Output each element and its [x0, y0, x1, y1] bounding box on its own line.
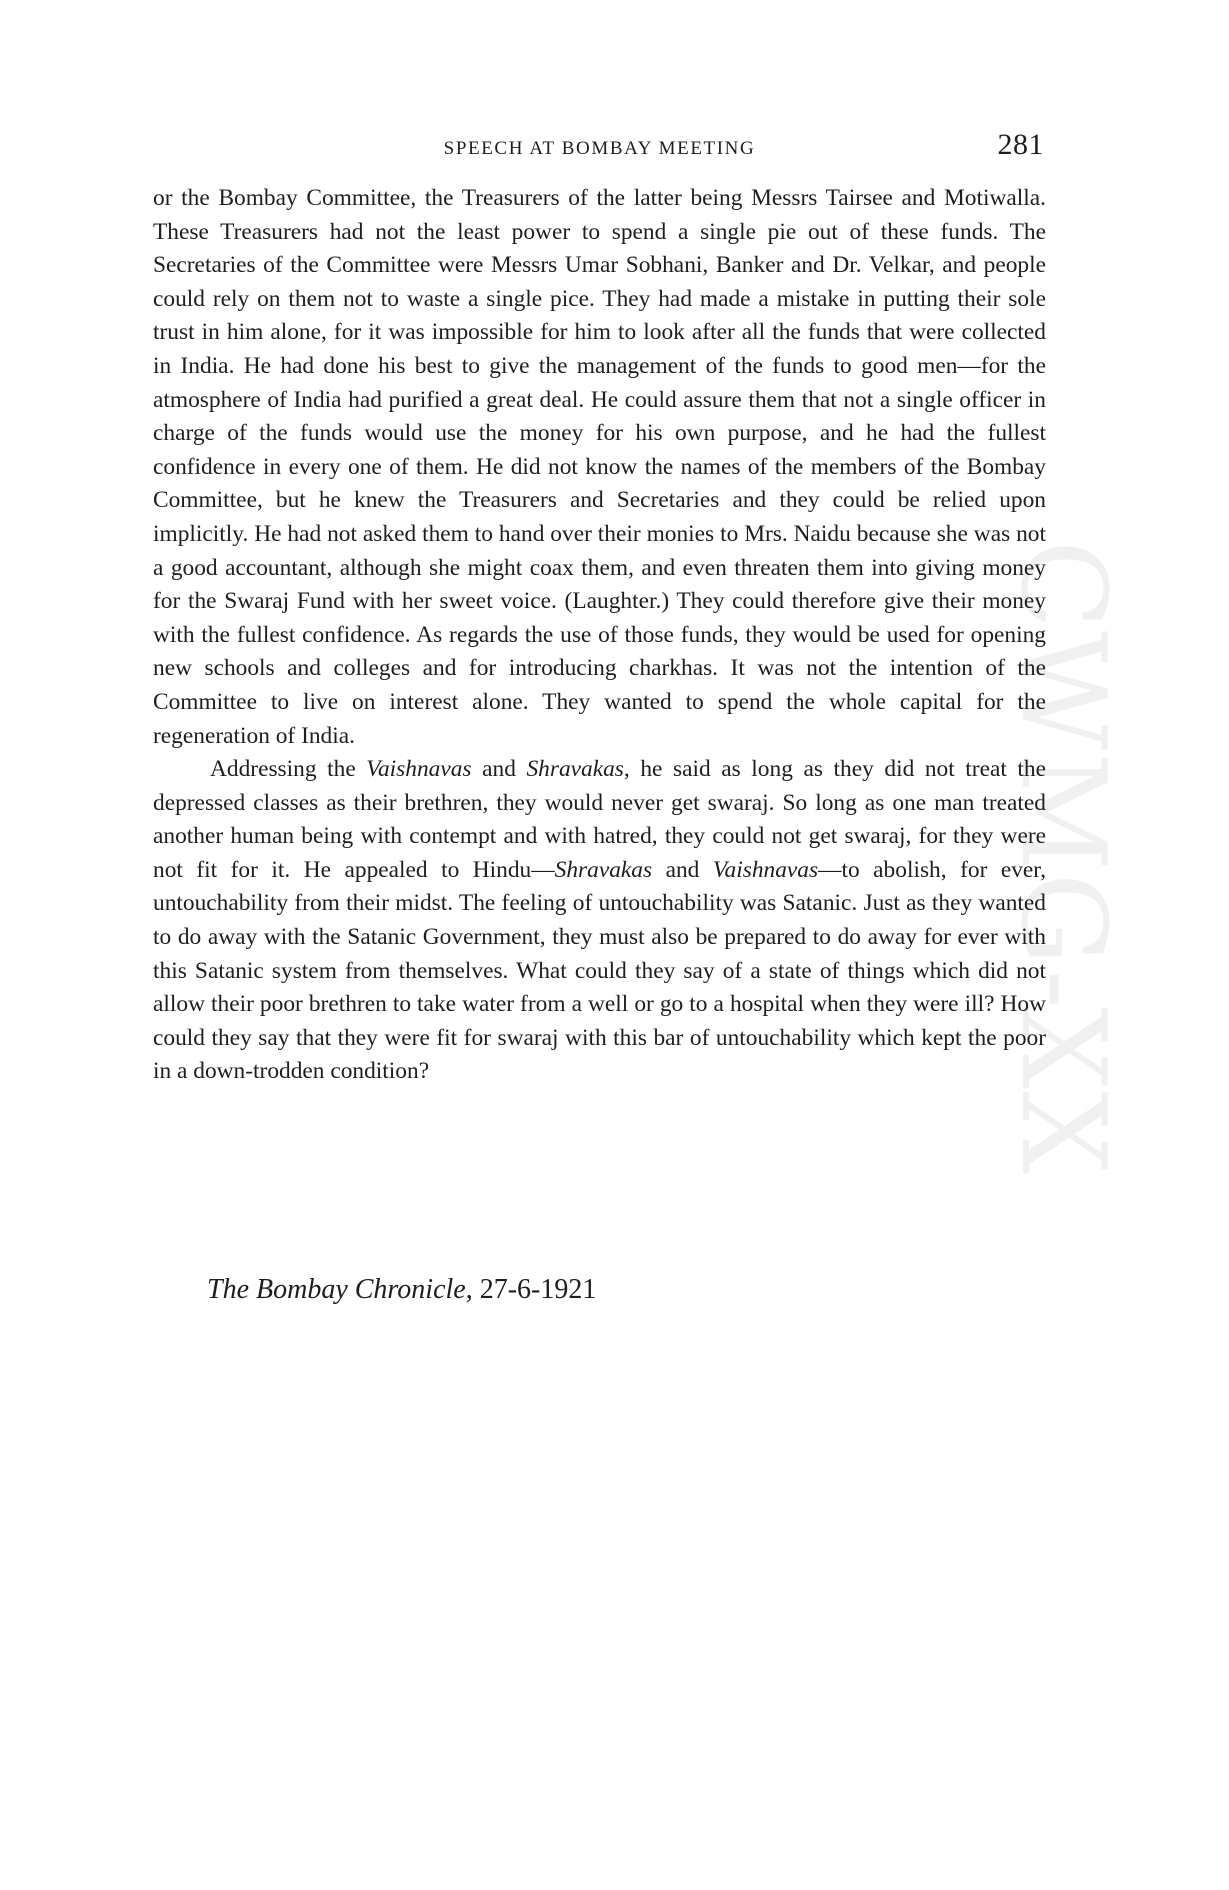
- paragraph-text: and: [652, 856, 713, 883]
- term-vaishnavas: Vaishnavas: [712, 856, 819, 883]
- term-vaishnavas: Vaishnavas: [366, 756, 472, 783]
- paragraph-text: and: [471, 756, 527, 783]
- paragraph-continued: or the Bombay Committee, the Treasurers of the latter being Messrs Tairsee and Motiwalla. These Treasurers had not the least power to spend a single pie out of these funds. The Secretaries of the Committee were Messrs Umar Sobhani, Banker and Dr. Velkar, and people could rely on them not to waste a single pice. They had made a mistake in putting their sole trust in him alone, for it was impossible for him to look after all the funds that were collected in India. He had done his best to give the management of the funds to good men—for the atmosphere of India had purified a great deal. He could assure them that not a single officer in charge of the funds would use the money for his own purpose, and he had the fullest confidence in every one of them. He did not know the names of the members of the Bombay Committee, but he knew the Treasurers and Secretaries and they could be relied upon implicitly. He had not asked them to hand over their monies to Mrs. Naidu because she was not a good accountant, although she might coax them, and even threaten them into giving money for the Swaraj Fund with her sweet voice. (Laughter.) They could therefore give their money with the fullest confidence. As regards the use of those funds, they would be used for opening new schools and colleges and for introducing charkhas. It was not the intention of the Committee to live on interest alone. They wanted to spend the whole capital for the regeneration of India.: [153, 185, 1046, 749]
- paragraph-untouchability: [153, 753, 1046, 1089]
- paragraph-text: Addressing the: [210, 756, 367, 783]
- source-publication: The Bombay Chronicle: [207, 1274, 466, 1305]
- term-shravakas: Shravakas: [554, 856, 653, 883]
- source-citation: [207, 1274, 596, 1306]
- term-shravakas: Shravakas: [526, 756, 624, 783]
- source-date: , 27-6-1921: [465, 1274, 597, 1305]
- running-title: SPEECH AT BOMBAY MEETING: [443, 138, 756, 159]
- running-head: [153, 128, 1046, 168]
- paragraph-text: —to abolish, for ever, untouchability from their midst. The feeling of untouchability was Satanic. Just as they wanted to do away with the Satanic Government, they must also be prepared to do away for ever with this Satanic system from themselves. What could they say of a state of things which did not allow their poor brethren to take water from a well or go to a hospital when they were ill? How could they say that they were fit for swaraj with this bar of untouchability which kept the poor in a down-trodden condition?: [153, 856, 1046, 1085]
- page-number: 281: [997, 128, 1044, 161]
- watermark-text: CWMG-XX: [995, 540, 1130, 1176]
- body-text: [153, 182, 1046, 1089]
- paragraph-text: , he said as long as they did not treat the depressed classes as their brethren, they would never get swaraj. So long as one man treated another human being with contempt and with hatred, they could not get swaraj, for they were not fit for it. He appealed to Hindu—: [153, 756, 1046, 883]
